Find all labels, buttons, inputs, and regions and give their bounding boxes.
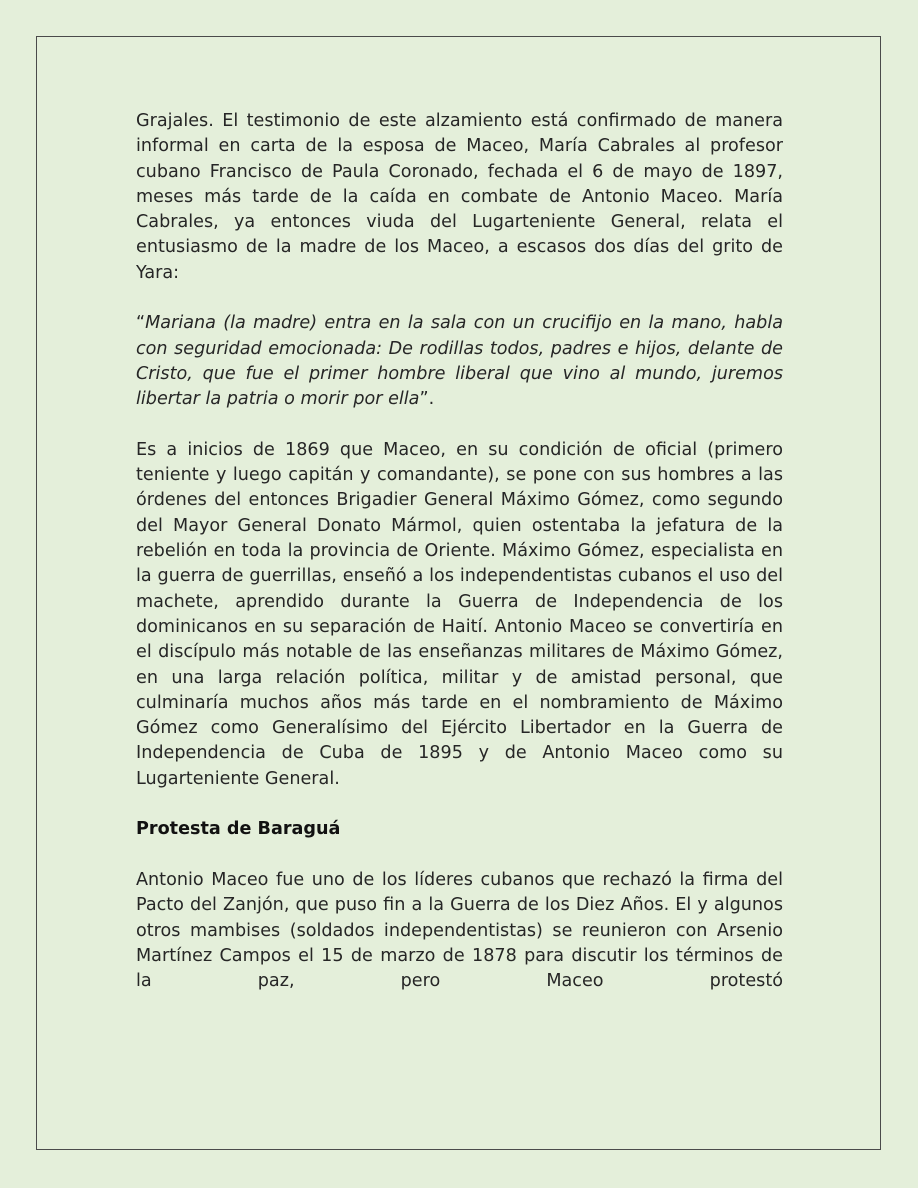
quote-paragraph (136, 311, 783, 412)
paragraph-2: Es a inicios de 1869 que Maceo, en su condición de oficial (primero teniente y luego capitán y comandante), se pone con sus hombres a las órdenes del entonces Brigadier General Máximo Gómez, como segundo del Mayor General Donato Mármol, quien ostentaba la jefatura de la rebelión en toda la provincia de Oriente. Máximo Gómez, especialista en la guerra de guerrillas, enseñó a los independentistas cubanos el uso del machete, aprendido durante la Guerra de Independencia de los dominicanos en su separación de Haití. Antonio Maceo se convertiría en el discípulo más notable de las enseñanzas militares de Máximo Gómez, en una larga relación política, militar y de amistad personal, que culminaría muchos años más tarde en el nombramiento de Máximo Gómez como Generalísimo del Ejército Libertador en la Guerra de Independencia de Cuba de 1895 y de Antonio Maceo como su Lugarteniente General. (136, 439, 783, 789)
section-heading: Protesta de Baraguá (136, 819, 341, 840)
document-page (36, 36, 881, 1150)
quote-open-mark: “ (136, 313, 146, 334)
paragraph-3: Antonio Maceo fue uno de los líderes cubanos que rechazó la firma del Pacto del Zanjón, que puso fin a la Guerra de los Diez Años. El y algunos otros mambises (soldados independentistas) se reunieron con Arsenio Martínez Campos el 15 de marzo de 1878 para discutir los términos de la paz, pero Maceo protestó (136, 869, 783, 992)
quote-text: Mariana (la madre) entra en la sala con un crucifijo en la mano, habla con seguridad emocionada: De rodillas todos, padres e hijos, delante de Cristo, que fue el primer hombre liberal que vino al mundo, juremos libertar la patria o morir por ella (136, 313, 783, 410)
quote-close-mark: ”. (419, 389, 435, 410)
document-body (136, 109, 783, 1020)
paragraph-1: Grajales. El testimonio de este alzamiento está confirmado de manera informal en carta de la esposa de Maceo, María Cabrales al profesor cubano Francisco de Paula Coronado, fechada el 6 de mayo de 1897, meses más tarde de la caída en combate de Antonio Maceo. María Cabrales, ya entonces viuda del Lugarteniente General, relata el entusiasmo de la madre de los Maceo, a escasos dos días del grito de Yara: (136, 111, 783, 283)
